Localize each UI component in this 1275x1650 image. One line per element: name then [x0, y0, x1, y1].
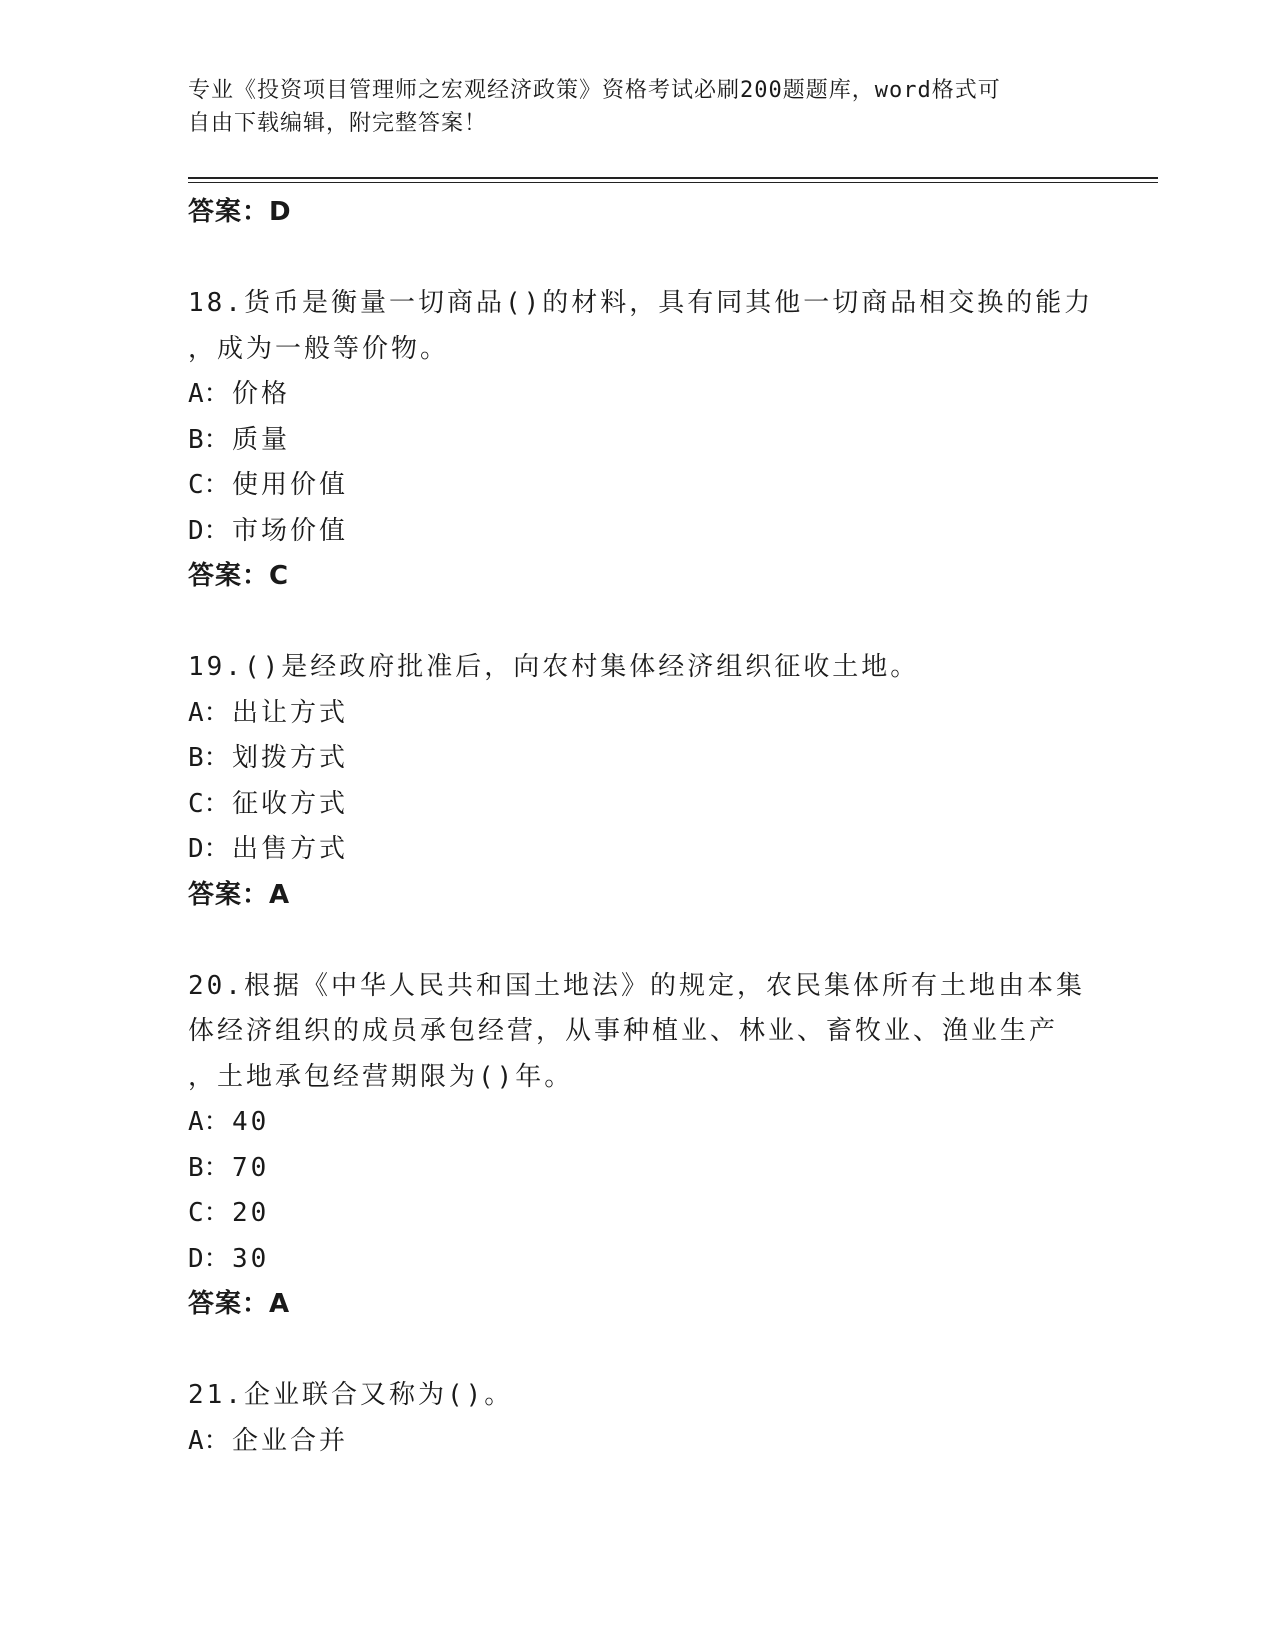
question-20	[188, 964, 1088, 1328]
question-18	[188, 281, 1094, 600]
option-key: C：	[188, 1198, 230, 1228]
option-text: 划拨方式	[232, 743, 349, 773]
option-a	[188, 372, 1088, 418]
option-text: 20	[232, 1198, 270, 1228]
option-a	[188, 1419, 1088, 1465]
option-c	[188, 782, 1088, 828]
option-key: A：	[188, 1425, 230, 1456]
question-stem-line: 体经济组织的成员承包经营，从事种植业、林业、畜牧业、渔业生产	[188, 1016, 1059, 1046]
option-b	[188, 736, 1088, 782]
option-text: 70	[232, 1152, 270, 1183]
option-text: 使用价值	[232, 470, 349, 500]
option-key: D：	[188, 834, 230, 864]
option-key: D：	[188, 515, 230, 546]
option-key: A：	[188, 1107, 230, 1137]
option-text: 30	[232, 1243, 270, 1274]
option-key: C：	[188, 788, 230, 819]
option-key: A：	[188, 379, 230, 409]
question-stem-line: 19.()是经政府批准后，向农村集体经济组织征收土地。	[188, 652, 920, 682]
question-stem-line: ，成为一般等价物。	[188, 333, 450, 364]
option-a	[188, 691, 1088, 737]
header-line-1: 专业《投资项目管理师之宏观经济政策》资格考试必刷200题题库，word格式可	[188, 78, 1001, 103]
option-text: 市场价值	[232, 515, 349, 546]
option-text: 价格	[232, 379, 291, 409]
option-b	[188, 1146, 1088, 1192]
question-stem-line: 20.根据《中华人民共和国土地法》的规定，农民集体所有土地由本集	[188, 970, 1085, 1001]
question-stem-line: 18.货币是衡量一切商品()的材料，具有同其他一切商品相交换的能力	[188, 288, 1094, 318]
option-text: 企业合并	[232, 1425, 349, 1456]
option-d	[188, 509, 1088, 555]
header-rule-thick	[188, 177, 1158, 179]
option-c	[188, 463, 1088, 509]
answer: 答案：C	[188, 561, 290, 591]
previous-answer: 答案：D	[188, 197, 292, 227]
question-stem-line: 21.企业联合又称为()。	[188, 1380, 514, 1410]
option-d	[188, 827, 1088, 873]
header-rule-thin	[188, 182, 1158, 183]
option-text: 质量	[232, 424, 291, 455]
document-header	[188, 74, 1068, 140]
option-key: B：	[188, 1152, 230, 1183]
question-19	[188, 645, 1088, 918]
question-21	[188, 1373, 1088, 1464]
header-line-2: 自由下载编辑，附完整答案！	[188, 111, 488, 136]
option-key: B：	[188, 424, 230, 455]
option-text: 40	[232, 1107, 270, 1137]
option-d	[188, 1237, 1088, 1283]
option-key: D：	[188, 1243, 230, 1274]
option-key: C：	[188, 470, 230, 500]
question-list	[188, 190, 1094, 1464]
answer: 答案：A	[188, 879, 291, 910]
option-text: 征收方式	[232, 788, 349, 819]
option-b	[188, 418, 1088, 464]
option-key: B：	[188, 743, 230, 773]
option-a	[188, 1100, 1088, 1146]
question-stem-line: ，土地承包经营期限为()年。	[188, 1061, 574, 1092]
answer: 答案：A	[188, 1289, 291, 1319]
option-text: 出让方式	[232, 697, 349, 728]
option-c	[188, 1191, 1088, 1237]
option-text: 出售方式	[232, 834, 349, 864]
option-key: A：	[188, 697, 230, 728]
